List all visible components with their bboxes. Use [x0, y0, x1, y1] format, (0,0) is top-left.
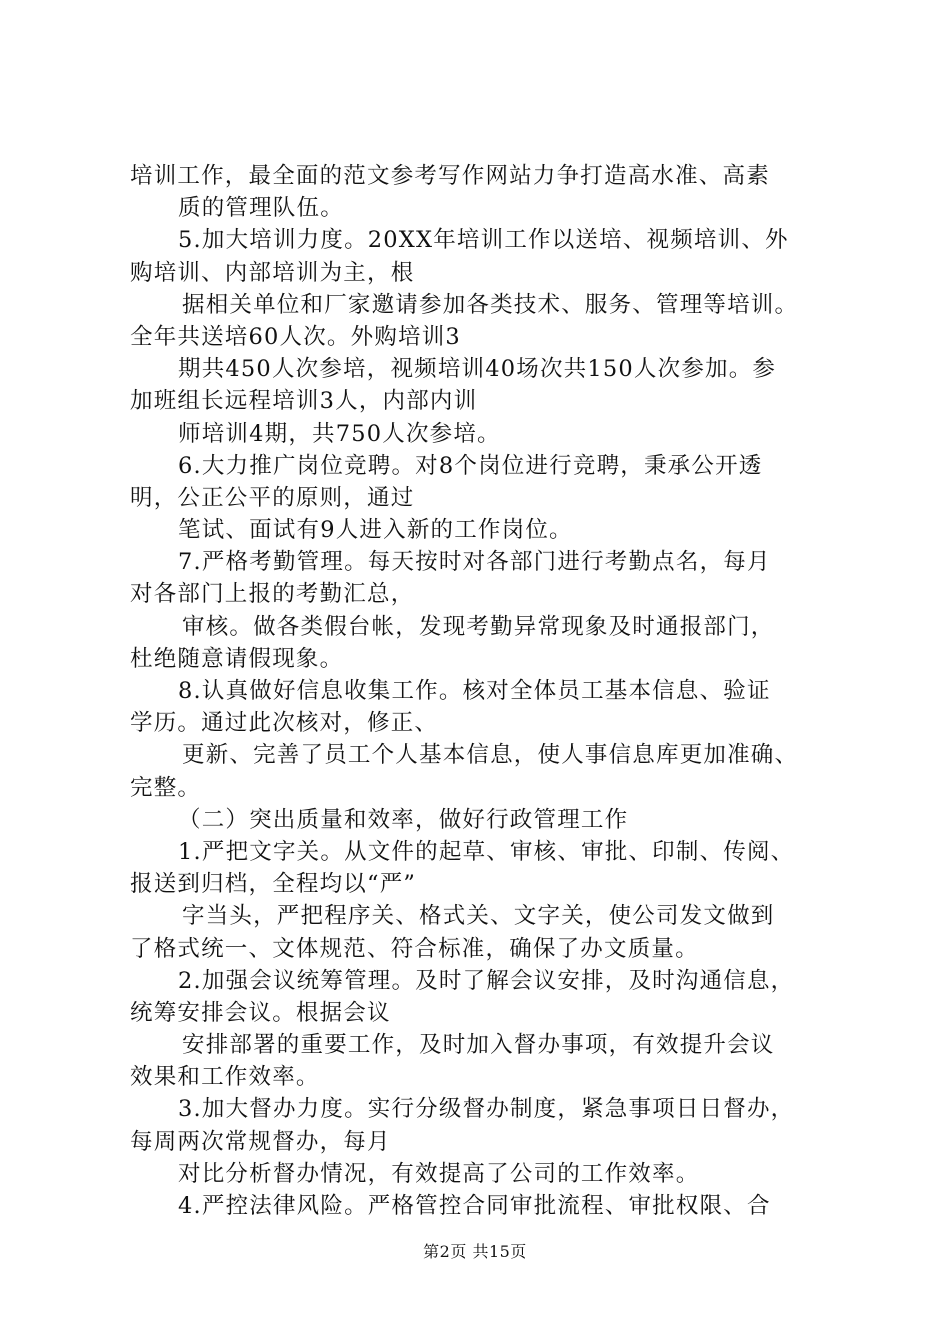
- document-body: [130, 160, 840, 1222]
- text-line: 据相关单位和厂家邀请参加各类技术、服务、管理等培训。: [182, 291, 799, 318]
- page-number-label: 第2页 共15页: [423, 1242, 527, 1261]
- text-line: 字当头，严把程序关、格式关、文字关，使公司发文做到: [182, 903, 775, 930]
- text-line: 购培训、内部培训为主，根: [130, 259, 415, 286]
- text-line: 效果和工作效率。: [130, 1064, 320, 1091]
- text-line: 审核。做各类假台帐，发现考勤异常现象及时通报部门，: [182, 613, 775, 640]
- text-line: 4.严控法律风险。严格管控合同审批流程、审批权限、合: [178, 1193, 771, 1219]
- text-line: 安排部署的重要工作，及时加入督办事项，有效提升会议: [182, 1032, 775, 1059]
- text-line: 3.加大督办力度。实行分级督办制度，紧急事项日日督办，: [178, 1096, 795, 1123]
- text-line: 杜绝随意请假现象。: [130, 645, 344, 672]
- text-line: 1.严把文字关。从文件的起草、审核、审批、印制、传阅、: [178, 838, 795, 865]
- text-line: 明，公正公平的原则，通过: [130, 484, 415, 511]
- text-line: 2.加强会议统筹管理。及时了解会议安排，及时沟通信息，: [178, 967, 795, 994]
- text-line: 学历。通过此次核对，修正、: [130, 710, 439, 737]
- text-line: 更新、完善了员工个人基本信息，使人事信息库更加准确、: [182, 742, 799, 769]
- text-line: 完整。: [130, 774, 202, 801]
- text-line: 质的管理队伍。: [178, 195, 344, 222]
- text-line: 8.认真做好信息收集工作。核对全体员工基本信息、验证: [178, 678, 771, 704]
- text-line: 每周两次常规督办，每月: [130, 1128, 391, 1155]
- text-line: 6.大力推广岗位竞聘。对8个岗位进行竞聘，秉承公开透: [178, 452, 763, 479]
- text-line: 笔试、面试有9人进入新的工作岗位。: [178, 517, 573, 544]
- text-line: 5.加大培训力度。20XX年培训工作以送培、视频培训、外: [178, 227, 789, 254]
- text-line: 期共450人次参培，视频培训40场次共150人次参加。参: [178, 356, 777, 383]
- text-line: 对各部门上报的考勤汇总，: [130, 581, 415, 608]
- text-line: 7.严格考勤管理。每天按时对各部门进行考勤点名，每月: [178, 549, 771, 576]
- text-line: 统筹安排会议。根据会议: [130, 999, 391, 1026]
- text-line: 全年共送培60人次。外购培训3: [130, 323, 461, 350]
- text-line: 加班组长远程培训3人，内部内训: [130, 388, 478, 415]
- text-line: 师培训4期，共750人次参培。: [178, 420, 501, 447]
- text-line: 报送到归档，全程均以“严”: [130, 871, 417, 898]
- text-line: 培训工作，最全面的范文参考写作网站力争打造高水准、高素: [130, 163, 770, 189]
- text-line: 了格式统一、文体规范、符合标准，确保了办文质量。: [130, 935, 699, 962]
- section-heading: （二）突出质量和效率，做好行政管理工作: [178, 806, 629, 833]
- text-line: 对比分析督办情况，有效提高了公司的工作效率。: [178, 1160, 700, 1187]
- page-footer: [0, 1242, 950, 1262]
